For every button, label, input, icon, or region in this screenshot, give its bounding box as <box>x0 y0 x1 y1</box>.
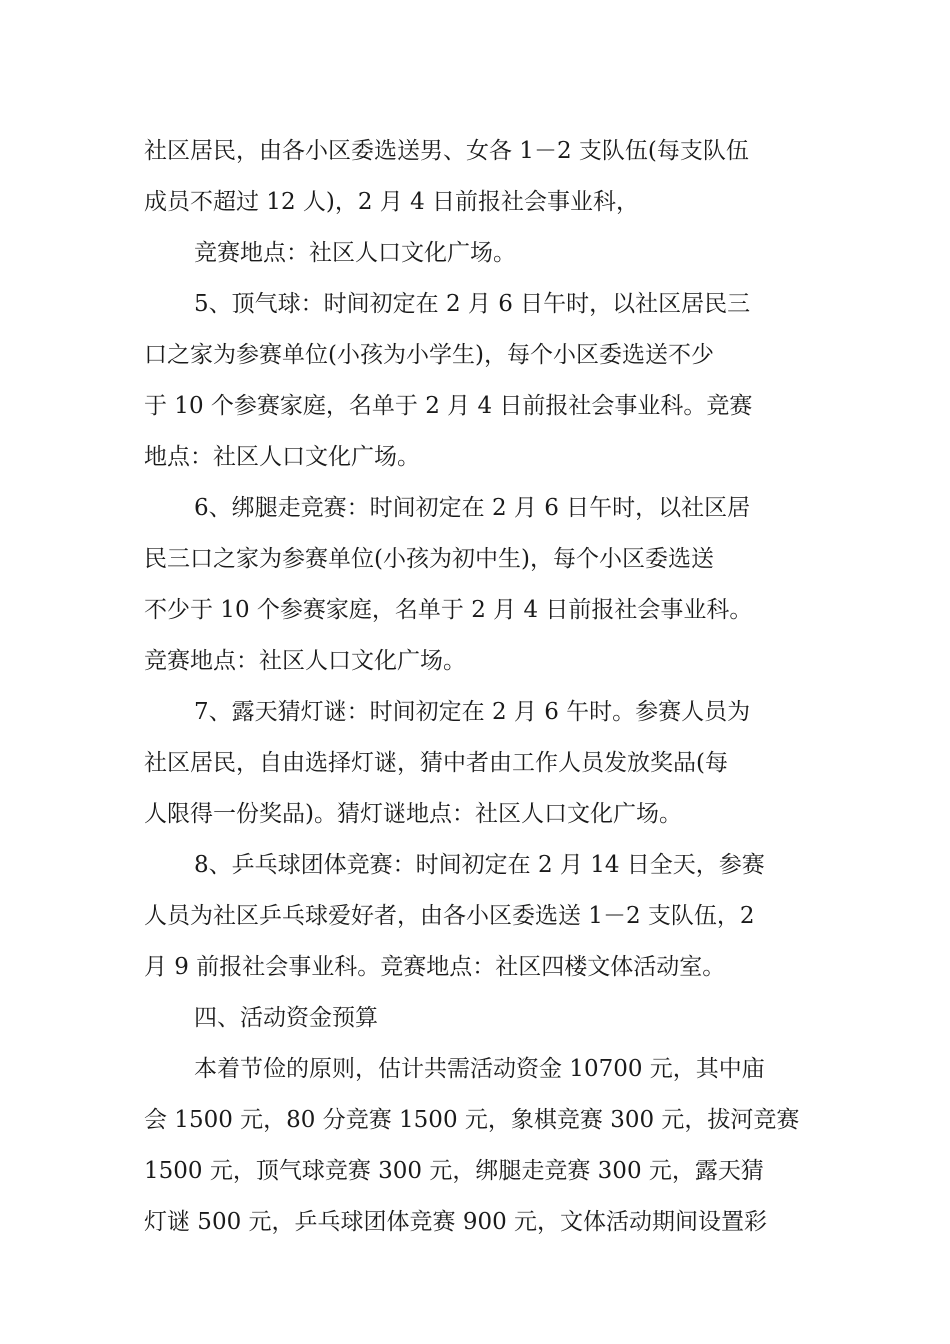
text-line: 会 1500 元，80 分竞赛 1500 元，象棋竞赛 300 元，拔河竞赛 <box>144 1107 800 1133</box>
text-line: 7、露天猜灯谜：时间初定在 2 月 6 午时。参赛人员为 <box>194 699 751 725</box>
document-body <box>144 126 814 1248</box>
text-line: 灯谜 500 元，乒乓球团体竞赛 900 元，文体活动期间设置彩 <box>144 1209 768 1235</box>
text-line: 竞赛地点：社区人口文化广场。 <box>194 240 516 266</box>
text-line: 人限得一份奖品)。猜灯谜地点：社区人口文化广场。 <box>144 801 682 827</box>
text-line: 6、绑腿走竞赛：时间初定在 2 月 6 日午时，以社区居 <box>194 495 751 521</box>
text-line: 不少于 10 个参赛家庭，名单于 2 月 4 日前报社会事业科。 <box>144 597 753 623</box>
text-line: 5、顶气球：时间初定在 2 月 6 日午时，以社区居民三 <box>194 291 751 317</box>
text-line: 月 9 前报社会事业科。竞赛地点：社区四楼文体活动室。 <box>144 954 726 980</box>
text-line: 社区居民，由各小区委选送男、女各 1－2 支队伍(每支队伍 <box>144 138 749 164</box>
text-line: 民三口之家为参赛单位(小孩为初中生)，每个小区委选送 <box>144 546 714 572</box>
text-line: 竞赛地点：社区人口文化广场。 <box>144 648 466 674</box>
section-heading: 四、活动资金预算 <box>194 1005 378 1031</box>
text-line: 本着节俭的原则，估计共需活动资金 10700 元，其中庙 <box>194 1056 765 1082</box>
text-line: 人员为社区乒乓球爱好者，由各小区委选送 1－2 支队伍，2 <box>144 903 755 929</box>
text-line: 于 10 个参赛家庭，名单于 2 月 4 日前报社会事业科。竞赛 <box>144 393 753 419</box>
text-line: 1500 元，顶气球竞赛 300 元，绑腿走竞赛 300 元，露天猜 <box>144 1158 764 1184</box>
text-line: 8、乒乓球团体竞赛：时间初定在 2 月 14 日全天，参赛 <box>194 852 765 878</box>
text-line: 地点：社区人口文化广场。 <box>144 444 420 470</box>
text-line: 社区居民，自由选择灯谜，猜中者由工作人员发放奖品(每 <box>144 750 728 776</box>
text-line: 口之家为参赛单位(小孩为小学生)，每个小区委选送不少 <box>144 342 714 368</box>
text-line: 成员不超过 12 人)，2 月 4 日前报社会事业科， <box>144 189 640 215</box>
